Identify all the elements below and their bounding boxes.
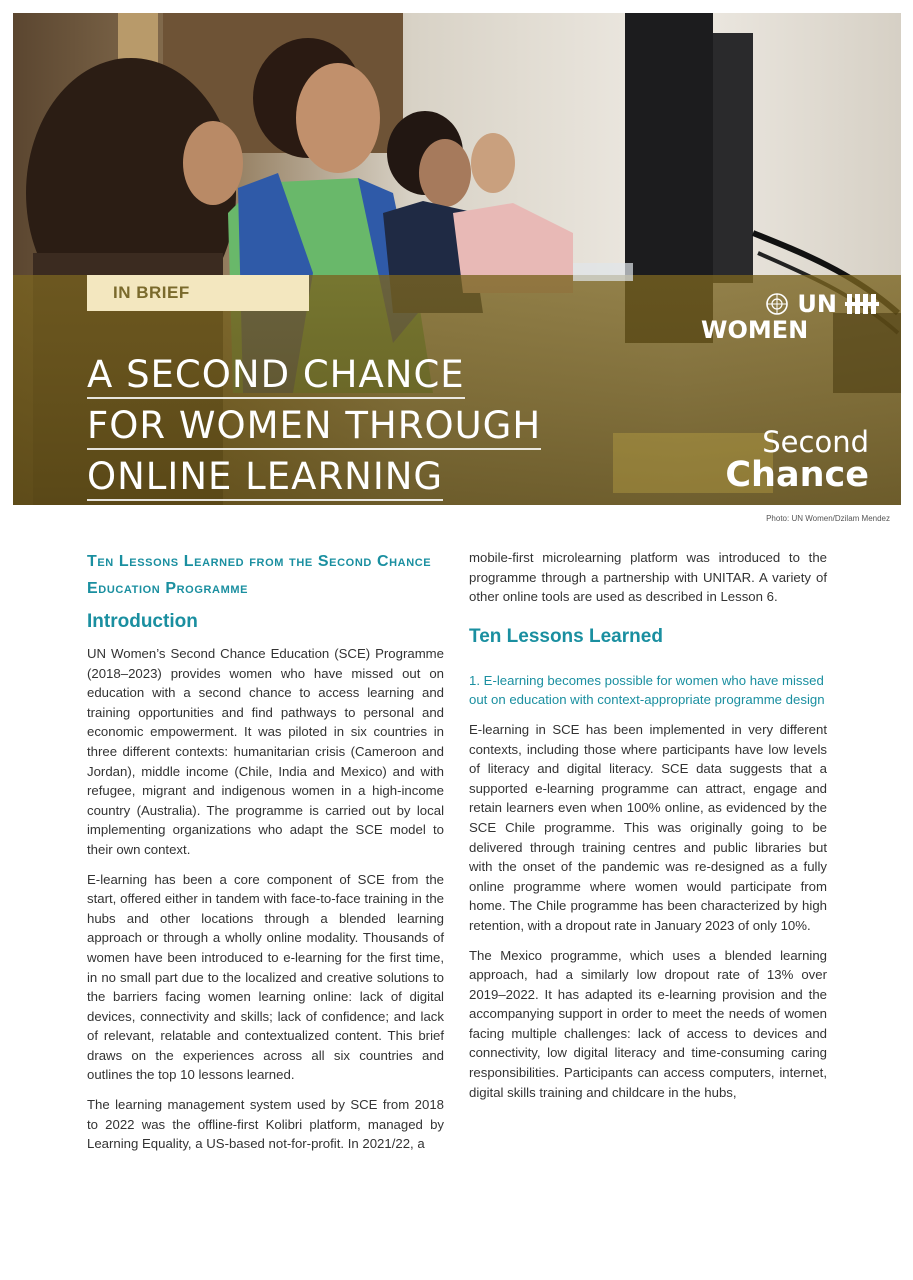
intro-paragraph: UN Women’s Second Chance Education (SCE) Programme (2018–2023) provides women who have missed out on education with a second chance to access learning and training opportunities and find pathways to personal and economic empowerment. It was piloted in six countries in three different contexts: humanitarian crisis (Cameroon and Jordan), middle income (Chile, India and Mexico) and with refugee, migrant and indigenous women in a high-income country (Australia). The programme is carried out by local implementing organizations who adapt the SCE model to their own context. [87,646,444,857]
in-brief-tag: IN BRIEF [87,275,309,311]
brand-second-text: Second [762,425,869,459]
logo-women-text: WOMEN [701,316,809,344]
continued-paragraph: mobile-first microlearning platform was introduced to the programme through a partnership with UNITAR. A variety of other online tools are used as described in Lesson 6. [469,550,827,605]
lessons-heading: Ten Lessons Learned [469,625,663,647]
lesson-paragraph: E-learning in SCE has been implemented in very different contexts, including those where participants have low levels of literacy and digital literacy. SCE data suggests that a supported e-learning programme can attract, engage and retain learners even when 100% online, as evidenced by the SCE Chile programme. This was originally going to be delivered through training centres and public libraries but with the onset of the pandemic was re-designed as a fully online programme where women would participate from home. The Chile programme has been characterized by high retention, with a dropout rate in January 2023 of only 10%. [469,721,827,933]
hero-banner [13,13,901,505]
hero-title-line: A SECOND CHANCE [87,353,465,399]
women-emblem-icon [845,292,879,316]
document-subtitle: Ten Lessons Learned from the Second Chance Education Programme [87,553,432,597]
second-chance-logo [699,427,869,493]
brand-chance-text: Chance [725,455,869,495]
un-women-logo [699,291,879,351]
lesson-1-heading: 1. E-learning becomes possible for women who have missed out on education with context-appropriate programme design [469,672,825,708]
hero-title-line: ONLINE LEARNING [87,455,443,501]
right-column [469,548,827,1112]
lesson-paragraph: The Mexico programme, which uses a blended learning approach, had a similarly low dropout rate of 13% over 2019–2022. It has adapted its e-learning provision and the accompanying support in order to meet the needs of women facing multiple challenges: lack of access to devices and connectivity, low digital literacy and time-consuming caring responsibilities. Participants can access computers, internet, digital skills training and childcare in the hubs, [469,947,827,1100]
photo-credit: Photo: UN Women/Dzilam Mendez [766,514,890,523]
hero-title-line: FOR WOMEN THROUGH [87,404,541,450]
intro-paragraph: E-learning has been a core component of SCE from the start, offered either in tandem with face-to-face training in the hubs and other locations through a blended learning approach or through a wholly online modality. Thousands of women have been introduced to e-learning for the first time, in no small part due to the localized and creative solutions to the barriers facing women learning online: lack of digital devices, connectivity and skills; lack of confidence; and lack of relevant, relatable and contextualized content. This brief draws on the experiences across all six countries and outlines the top 10 lessons learned. [87,871,444,1083]
logo-un-text: UN [797,290,837,318]
left-column [87,548,444,1164]
hero-title [87,351,647,504]
intro-paragraph: The learning management system used by SCE from 2018 to 2022 was the offline-first Kolibri platform, managed by Learning Equality, a US-based not-for-profit. In 2021/22, a [87,1097,444,1152]
introduction-heading: Introduction [87,611,198,632]
un-emblem-icon [765,292,789,316]
